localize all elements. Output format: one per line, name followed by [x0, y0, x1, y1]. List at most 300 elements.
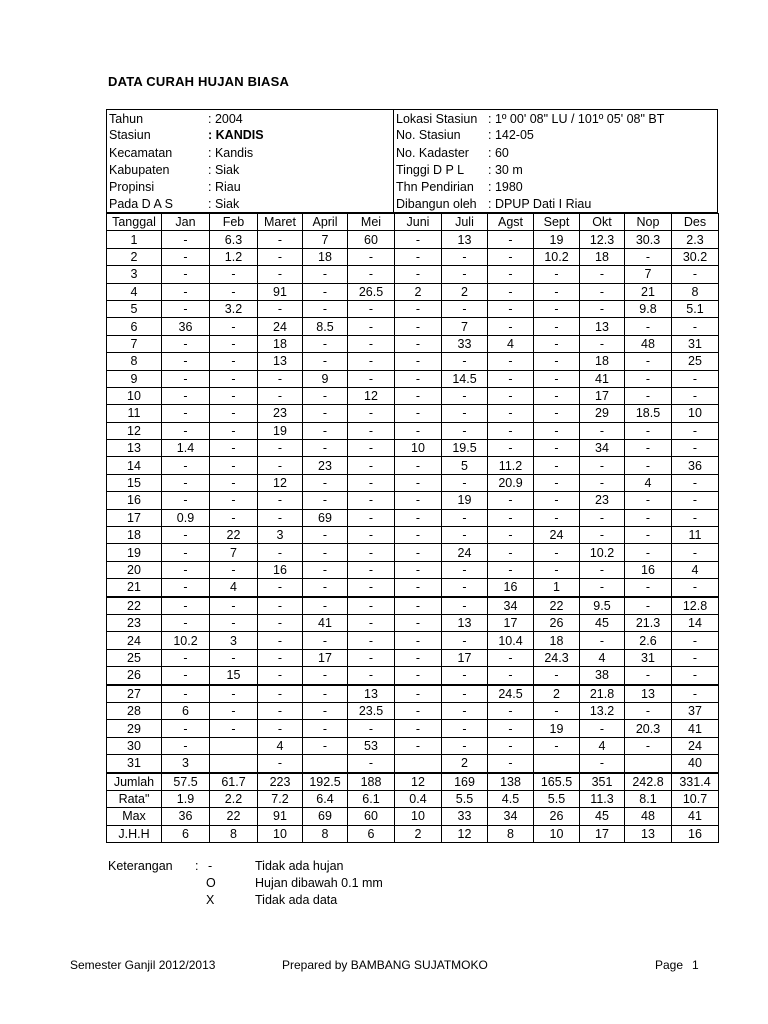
- table-cell: 1.2: [210, 248, 258, 265]
- table-cell: -: [303, 597, 348, 615]
- table-cell: -: [210, 440, 258, 457]
- table-row: [107, 353, 719, 370]
- table-cell: -: [258, 685, 303, 703]
- table-cell: 24.5: [488, 685, 534, 703]
- table-cell: 7: [442, 318, 488, 335]
- table-cell: 91: [258, 283, 303, 300]
- row-label-cell: 19: [107, 544, 162, 561]
- footer-page-number: 1: [692, 958, 699, 972]
- table-cell: Jan: [162, 214, 210, 231]
- table-cell: -: [625, 737, 672, 754]
- table-cell: 19.5: [442, 440, 488, 457]
- table-cell: 6.3: [210, 231, 258, 248]
- table-cell: -: [625, 509, 672, 526]
- summary-row: [107, 825, 719, 842]
- table-cell: 4: [580, 737, 625, 754]
- table-cell: 4: [210, 579, 258, 597]
- table-cell: -: [488, 667, 534, 685]
- table-cell: 2.6: [625, 632, 672, 649]
- info-left-value: : 2004: [208, 112, 243, 126]
- row-label-cell: 16: [107, 492, 162, 509]
- table-cell: 36: [672, 457, 719, 474]
- table-cell: -: [210, 405, 258, 422]
- table-cell: -: [534, 440, 580, 457]
- table-cell: 48: [625, 335, 672, 352]
- table-cell: 3: [210, 632, 258, 649]
- table-cell: -: [258, 509, 303, 526]
- table-cell: -: [210, 335, 258, 352]
- table-cell: -: [162, 422, 210, 439]
- table-cell: 36: [162, 808, 210, 825]
- row-label-cell: 21: [107, 579, 162, 597]
- table-cell: -: [488, 387, 534, 404]
- row-label-cell: 11: [107, 405, 162, 422]
- table-cell: -: [348, 720, 395, 737]
- footer-semester: Semester Ganjil 2012/2013: [70, 958, 216, 972]
- table-cell: -: [210, 492, 258, 509]
- rainfall-table: [106, 213, 719, 843]
- row-label-cell: 13: [107, 440, 162, 457]
- table-cell: 24: [258, 318, 303, 335]
- table-cell: -: [488, 755, 534, 773]
- table-cell: -: [162, 300, 210, 317]
- table-cell: -: [348, 266, 395, 283]
- table-cell: -: [488, 649, 534, 666]
- table-cell: 22: [534, 597, 580, 615]
- table-cell: [210, 737, 258, 754]
- table-cell: -: [672, 370, 719, 387]
- table-cell: 20.3: [625, 720, 672, 737]
- table-cell: -: [303, 667, 348, 685]
- table-cell: -: [162, 370, 210, 387]
- table-cell: 45: [580, 808, 625, 825]
- table-row: [107, 405, 719, 422]
- table-cell: -: [210, 266, 258, 283]
- table-cell: 17: [488, 614, 534, 631]
- table-cell: -: [488, 266, 534, 283]
- table-row: [107, 370, 719, 387]
- table-cell: -: [395, 527, 442, 544]
- table-cell: -: [258, 266, 303, 283]
- table-cell: -: [534, 422, 580, 439]
- table-cell: -: [625, 422, 672, 439]
- table-cell: -: [348, 474, 395, 491]
- table-cell: 2: [395, 825, 442, 842]
- table-cell: 2.2: [210, 790, 258, 807]
- table-cell: -: [672, 266, 719, 283]
- table-cell: -: [258, 720, 303, 737]
- table-cell: -: [348, 353, 395, 370]
- table-cell: Sept: [534, 214, 580, 231]
- table-cell: 17: [580, 825, 625, 842]
- table-cell: -: [488, 509, 534, 526]
- table-row: [107, 387, 719, 404]
- table-row: [107, 720, 719, 737]
- table-cell: -: [162, 685, 210, 703]
- table-cell: -: [348, 335, 395, 352]
- table-cell: -: [534, 561, 580, 578]
- table-cell: -: [625, 318, 672, 335]
- table-cell: -: [534, 387, 580, 404]
- row-label-cell: 14: [107, 457, 162, 474]
- table-cell: -: [303, 720, 348, 737]
- table-row: [107, 579, 719, 597]
- table-cell: -: [303, 544, 348, 561]
- table-cell: -: [625, 492, 672, 509]
- table-cell: -: [625, 457, 672, 474]
- table-cell: 69: [303, 509, 348, 526]
- summary-row: [107, 808, 719, 825]
- info-left-label: Pada D A S: [109, 197, 173, 211]
- table-cell: -: [442, 685, 488, 703]
- table-cell: -: [303, 579, 348, 597]
- table-cell: 41: [672, 720, 719, 737]
- table-cell: 17: [303, 649, 348, 666]
- table-cell: -: [162, 387, 210, 404]
- table-cell: 10.2: [580, 544, 625, 561]
- table-cell: 169: [442, 773, 488, 791]
- row-label-cell: 28: [107, 702, 162, 719]
- table-cell: -: [395, 318, 442, 335]
- table-cell: 23: [303, 457, 348, 474]
- info-left-label: Kabupaten: [109, 163, 170, 177]
- table-cell: -: [395, 702, 442, 719]
- table-cell: -: [672, 492, 719, 509]
- table-cell: -: [395, 266, 442, 283]
- table-cell: [395, 755, 442, 773]
- table-row: [107, 509, 719, 526]
- table-cell: 25: [672, 353, 719, 370]
- table-cell: -: [162, 492, 210, 509]
- info-row: [107, 196, 717, 213]
- table-cell: -: [258, 702, 303, 719]
- table-cell: -: [348, 422, 395, 439]
- table-cell: 57.5: [162, 773, 210, 791]
- table-cell: 4: [625, 474, 672, 491]
- legend-text: Tidak ada hujan: [255, 859, 344, 873]
- table-cell: -: [580, 561, 625, 578]
- table-cell: 34: [488, 597, 534, 615]
- table-cell: -: [488, 405, 534, 422]
- table-cell: 10: [672, 405, 719, 422]
- table-cell: -: [488, 492, 534, 509]
- table-row: [107, 474, 719, 491]
- table-cell: -: [303, 737, 348, 754]
- table-row: [107, 283, 719, 300]
- table-cell: Feb: [210, 214, 258, 231]
- table-cell: -: [210, 387, 258, 404]
- info-right-label: Dibangun oleh: [396, 197, 477, 211]
- table-cell: -: [442, 667, 488, 685]
- table-cell: -: [488, 440, 534, 457]
- row-label-cell: 6: [107, 318, 162, 335]
- table-cell: 37: [672, 702, 719, 719]
- table-cell: -: [395, 231, 442, 248]
- table-cell: -: [580, 335, 625, 352]
- table-cell: -: [210, 561, 258, 578]
- info-left-label: Propinsi: [109, 180, 155, 194]
- table-cell: 8: [303, 825, 348, 842]
- table-cell: -: [162, 544, 210, 561]
- table-cell: -: [348, 755, 395, 773]
- info-left-label: Stasiun: [109, 128, 151, 142]
- row-label-cell: 26: [107, 667, 162, 685]
- table-cell: 6: [162, 702, 210, 719]
- table-cell: -: [348, 405, 395, 422]
- table-row: [107, 649, 719, 666]
- table-cell: -: [162, 457, 210, 474]
- table-cell: 12: [395, 773, 442, 791]
- table-cell: 10.2: [534, 248, 580, 265]
- row-label-cell: 7: [107, 335, 162, 352]
- table-cell: -: [348, 561, 395, 578]
- table-cell: 21.3: [625, 614, 672, 631]
- table-cell: -: [442, 561, 488, 578]
- table-row: [107, 667, 719, 685]
- table-cell: 26: [534, 808, 580, 825]
- table-cell: -: [210, 702, 258, 719]
- table-cell: -: [625, 440, 672, 457]
- table-cell: 9.5: [580, 597, 625, 615]
- table-cell: 242.8: [625, 773, 672, 791]
- info-right-label: No. Stasiun: [396, 128, 461, 142]
- table-cell: -: [580, 527, 625, 544]
- table-cell: -: [442, 405, 488, 422]
- table-cell: -: [442, 266, 488, 283]
- info-row: [107, 179, 717, 196]
- table-cell: -: [534, 405, 580, 422]
- table-cell: 30.3: [625, 231, 672, 248]
- table-cell: 33: [442, 335, 488, 352]
- legend-text: Hujan dibawah 0.1 mm: [255, 876, 383, 890]
- table-cell: -: [625, 579, 672, 597]
- table-cell: 34: [580, 440, 625, 457]
- table-cell: 7: [625, 266, 672, 283]
- table-cell: 13: [625, 825, 672, 842]
- table-cell: -: [303, 300, 348, 317]
- table-cell: -: [210, 685, 258, 703]
- table-cell: 48: [625, 808, 672, 825]
- table-cell: -: [210, 370, 258, 387]
- table-cell: Maret: [258, 214, 303, 231]
- table-cell: -: [488, 544, 534, 561]
- table-cell: 13: [258, 353, 303, 370]
- table-row: [107, 492, 719, 509]
- table-cell: -: [303, 685, 348, 703]
- row-label-cell: 27: [107, 685, 162, 703]
- table-cell: 16: [488, 579, 534, 597]
- table-cell: 18.5: [625, 405, 672, 422]
- table-cell: 18: [534, 632, 580, 649]
- row-label-cell: 23: [107, 614, 162, 631]
- table-cell: 29: [580, 405, 625, 422]
- table-cell: 14.5: [442, 370, 488, 387]
- table-cell: -: [672, 474, 719, 491]
- table-cell: -: [488, 353, 534, 370]
- table-cell: Nop: [625, 214, 672, 231]
- table-cell: -: [580, 474, 625, 491]
- table-cell: 12: [258, 474, 303, 491]
- table-row: [107, 231, 719, 248]
- table-cell: -: [210, 283, 258, 300]
- table-cell: -: [488, 527, 534, 544]
- table-cell: 13.2: [580, 702, 625, 719]
- table-cell: 19: [442, 492, 488, 509]
- table-cell: -: [210, 474, 258, 491]
- table-cell: -: [534, 300, 580, 317]
- info-left-label: Tahun: [109, 112, 144, 126]
- table-cell: 41: [303, 614, 348, 631]
- row-label-cell: 15: [107, 474, 162, 491]
- table-cell: -: [625, 387, 672, 404]
- row-label-cell: 9: [107, 370, 162, 387]
- table-row: [107, 544, 719, 561]
- table-cell: 7.2: [258, 790, 303, 807]
- table-cell: -: [395, 387, 442, 404]
- legend-colon: :: [195, 859, 199, 873]
- row-label-cell: 20: [107, 561, 162, 578]
- table-row: [107, 335, 719, 352]
- legend-symbol: -: [208, 859, 213, 873]
- table-cell: 2: [534, 685, 580, 703]
- table-cell: -: [488, 702, 534, 719]
- info-right-value: : 142-05: [488, 128, 534, 142]
- table-cell: -: [162, 649, 210, 666]
- table-cell: -: [395, 474, 442, 491]
- table-cell: -: [395, 300, 442, 317]
- table-cell: 188: [348, 773, 395, 791]
- table-row: [107, 737, 719, 754]
- table-cell: 24: [442, 544, 488, 561]
- table-cell: -: [303, 492, 348, 509]
- table-cell: 23: [580, 492, 625, 509]
- table-cell: Agst: [488, 214, 534, 231]
- table-cell: [210, 755, 258, 773]
- table-cell: -: [162, 667, 210, 685]
- table-cell: -: [162, 597, 210, 615]
- table-cell: 26.5: [348, 283, 395, 300]
- table-cell: -: [303, 422, 348, 439]
- table-cell: Juni: [395, 214, 442, 231]
- table-cell: -: [580, 579, 625, 597]
- legend-text: Tidak ada data: [255, 893, 338, 907]
- row-label-cell: 22: [107, 597, 162, 615]
- table-cell: 36: [162, 318, 210, 335]
- table-cell: 7: [210, 544, 258, 561]
- table-cell: 17: [580, 387, 625, 404]
- info-right-label: Thn Pendirian: [396, 180, 474, 194]
- table-cell: -: [534, 457, 580, 474]
- table-cell: -: [395, 509, 442, 526]
- table-cell: 6.4: [303, 790, 348, 807]
- table-cell: -: [210, 649, 258, 666]
- table-cell: 11.2: [488, 457, 534, 474]
- table-cell: -: [580, 755, 625, 773]
- table-cell: -: [258, 231, 303, 248]
- table-cell: 17: [442, 649, 488, 666]
- row-label-cell: 12: [107, 422, 162, 439]
- table-cell: 10: [395, 440, 442, 457]
- table-cell: -: [488, 720, 534, 737]
- table-cell: 5.5: [534, 790, 580, 807]
- table-cell: 13: [348, 685, 395, 703]
- table-row: [107, 440, 719, 457]
- table-cell: -: [534, 474, 580, 491]
- table-cell: -: [488, 370, 534, 387]
- table-cell: -: [210, 353, 258, 370]
- table-cell: 5.1: [672, 300, 719, 317]
- table-cell: -: [258, 440, 303, 457]
- table-cell: -: [303, 440, 348, 457]
- table-cell: 19: [534, 720, 580, 737]
- table-cell: -: [258, 755, 303, 773]
- table-cell: -: [488, 231, 534, 248]
- info-left-value: : Riau: [208, 180, 241, 194]
- table-cell: -: [534, 509, 580, 526]
- table-cell: -: [625, 248, 672, 265]
- table-cell: 13: [442, 231, 488, 248]
- table-cell: [534, 755, 580, 773]
- table-row: [107, 632, 719, 649]
- table-cell: -: [580, 266, 625, 283]
- table-cell: 14: [672, 614, 719, 631]
- summary-row: [107, 773, 719, 791]
- table-cell: -: [258, 632, 303, 649]
- table-cell: 165.5: [534, 773, 580, 791]
- table-cell: 22: [210, 808, 258, 825]
- table-cell: 69: [303, 808, 348, 825]
- table-cell: -: [488, 300, 534, 317]
- table-cell: 23.5: [348, 702, 395, 719]
- table-cell: -: [303, 266, 348, 283]
- row-label-cell: Tanggal: [107, 214, 162, 231]
- row-label-cell: 2: [107, 248, 162, 265]
- table-cell: 53: [348, 737, 395, 754]
- table-cell: -: [442, 387, 488, 404]
- table-cell: -: [488, 283, 534, 300]
- table-cell: -: [162, 614, 210, 631]
- info-right-label: Lokasi Stasiun: [396, 112, 478, 126]
- table-cell: -: [210, 720, 258, 737]
- table-cell: -: [162, 720, 210, 737]
- table-row: [107, 561, 719, 578]
- table-cell: 9.8: [625, 300, 672, 317]
- info-right-value: : 60: [488, 146, 509, 160]
- table-cell: -: [348, 632, 395, 649]
- table-cell: -: [534, 283, 580, 300]
- table-cell: -: [348, 509, 395, 526]
- table-cell: 1.9: [162, 790, 210, 807]
- info-row: [107, 111, 717, 128]
- table-cell: 12: [348, 387, 395, 404]
- table-cell: -: [210, 318, 258, 335]
- table-cell: -: [672, 667, 719, 685]
- table-cell: 10: [395, 808, 442, 825]
- table-cell: 60: [348, 808, 395, 825]
- summary-row: [107, 790, 719, 807]
- table-cell: -: [303, 405, 348, 422]
- table-cell: -: [488, 737, 534, 754]
- table-cell: 223: [258, 773, 303, 791]
- table-cell: 2: [442, 283, 488, 300]
- table-cell: 10: [258, 825, 303, 842]
- table-cell: -: [488, 318, 534, 335]
- table-cell: -: [162, 248, 210, 265]
- table-cell: -: [348, 649, 395, 666]
- table-cell: -: [442, 702, 488, 719]
- table-row: [107, 318, 719, 335]
- table-row: [107, 614, 719, 631]
